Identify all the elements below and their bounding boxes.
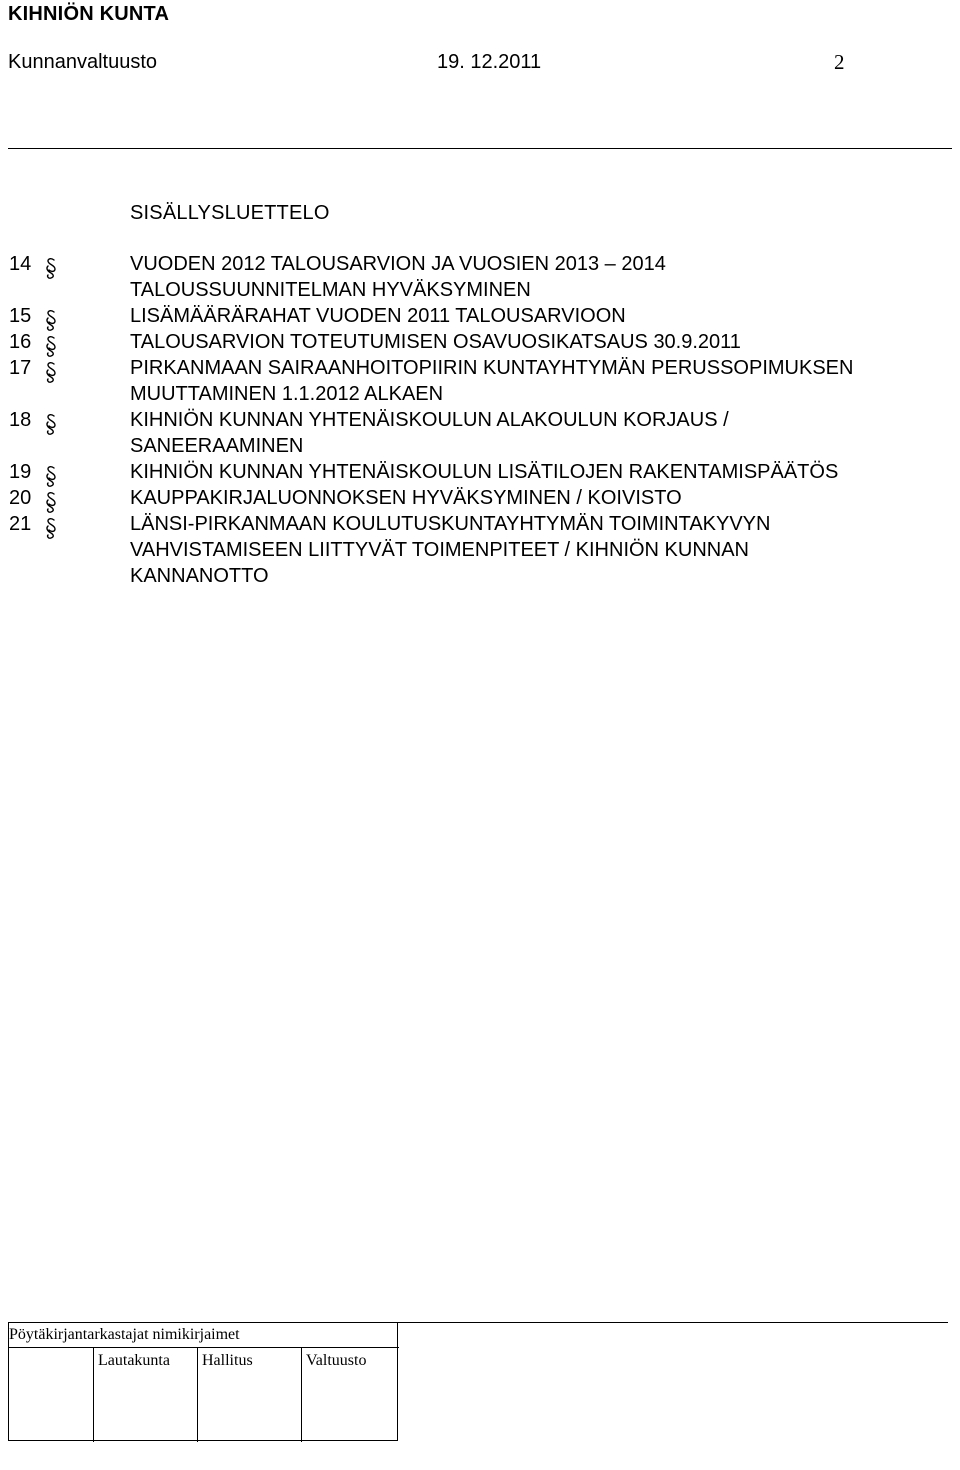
- column-divider: [93, 1347, 94, 1442]
- toc-entry-title: KIHNIÖN KUNNAN YHTENÄISKOULUN ALAKOULUN KORJAUS / SANEERAAMINEN: [130, 409, 729, 457]
- toc-entry-number: 21: [9, 513, 32, 535]
- toc-entry-number: 19: [9, 461, 32, 483]
- toc-entry-title: LÄNSI-PIRKANMAAN KOULUTUSKUNTAYHTYMÄN TOIMINTAKYVYN VAHVISTAMISEEN LIITTYVÄT TOIMENPITEET / KIHNIÖN KUNNAN KANNANOTTO: [130, 513, 771, 587]
- section-sign-icon: [42, 257, 60, 279]
- toc-entry-title: LISÄMÄÄRÄRAHAT VUODEN 2011 TALOUSARVIOON: [130, 305, 626, 327]
- toc-entry: [0, 511, 960, 589]
- toc-entry-title: VUODEN 2012 TALOUSARVION JA VUOSIEN 2013 – 2014 TALOUSSUUNNITELMAN HYVÄKSYMINEN: [130, 253, 666, 301]
- toc-entry: [0, 485, 960, 511]
- toc-entry: [0, 251, 960, 303]
- section-sign-icon: [42, 335, 60, 357]
- initials-label: Pöytäkirjantarkastajat nimikirjaimet: [9, 1326, 240, 1343]
- toc-entry-number: 16: [9, 331, 32, 353]
- toc-entry-number: 17: [9, 357, 32, 379]
- column-divider: [301, 1347, 302, 1442]
- toc-entry: [0, 459, 960, 485]
- organization-name: KIHNIÖN KUNTA: [8, 3, 170, 25]
- toc-entry-title: PIRKANMAAN SAIRAANHOITOPIIRIN KUNTAYHTYMÄN PERUSSOPIMUKSEN MUUTTAMINEN 1.1.2012 ALKAEN: [130, 357, 854, 405]
- page-number: 2: [834, 50, 845, 74]
- toc-entry: [0, 303, 960, 329]
- section-sign-icon: [42, 491, 60, 513]
- column-divider: [197, 1347, 198, 1442]
- toc-title: SISÄLLYSLUETTELO: [130, 202, 330, 224]
- toc-entry: [0, 329, 960, 355]
- column-valtuusto: Valtuusto: [306, 1352, 367, 1369]
- section-sign-icon: [42, 465, 60, 487]
- header-divider: [8, 148, 952, 149]
- toc-entry-number: 18: [9, 409, 32, 431]
- initials-box: [8, 1322, 398, 1441]
- toc-entry-number: 15: [9, 305, 32, 327]
- toc-list: [0, 251, 960, 589]
- toc-entry-title: KIHNIÖN KUNNAN YHTENÄISKOULUN LISÄTILOJEN RAKENTAMISPÄÄTÖS: [130, 461, 839, 483]
- section-sign-icon: [42, 413, 60, 435]
- section-sign-icon: [42, 517, 60, 539]
- toc-entry-title: KAUPPAKIRJALUONNOKSEN HYVÄKSYMINEN / KOIVISTO: [130, 487, 682, 509]
- footer-rule: [398, 1322, 948, 1323]
- toc-entry-number: 20: [9, 487, 32, 509]
- meeting-body: Kunnanvaltuusto: [8, 51, 158, 73]
- column-hallitus: Hallitus: [202, 1352, 253, 1369]
- initials-separator: [9, 1347, 399, 1348]
- section-sign-icon: [42, 361, 60, 383]
- toc-entry-number: 14: [9, 253, 32, 275]
- column-lautakunta: Lautakunta: [98, 1352, 170, 1369]
- toc-entry-title: TALOUSARVION TOTEUTUMISEN OSAVUOSIKATSAUS 30.9.2011: [130, 331, 741, 353]
- meeting-date: 19. 12.2011: [437, 51, 542, 73]
- section-sign-icon: [42, 309, 60, 331]
- toc-entry: [0, 355, 960, 407]
- toc-entry: [0, 407, 960, 459]
- signature-footer: [8, 1322, 948, 1443]
